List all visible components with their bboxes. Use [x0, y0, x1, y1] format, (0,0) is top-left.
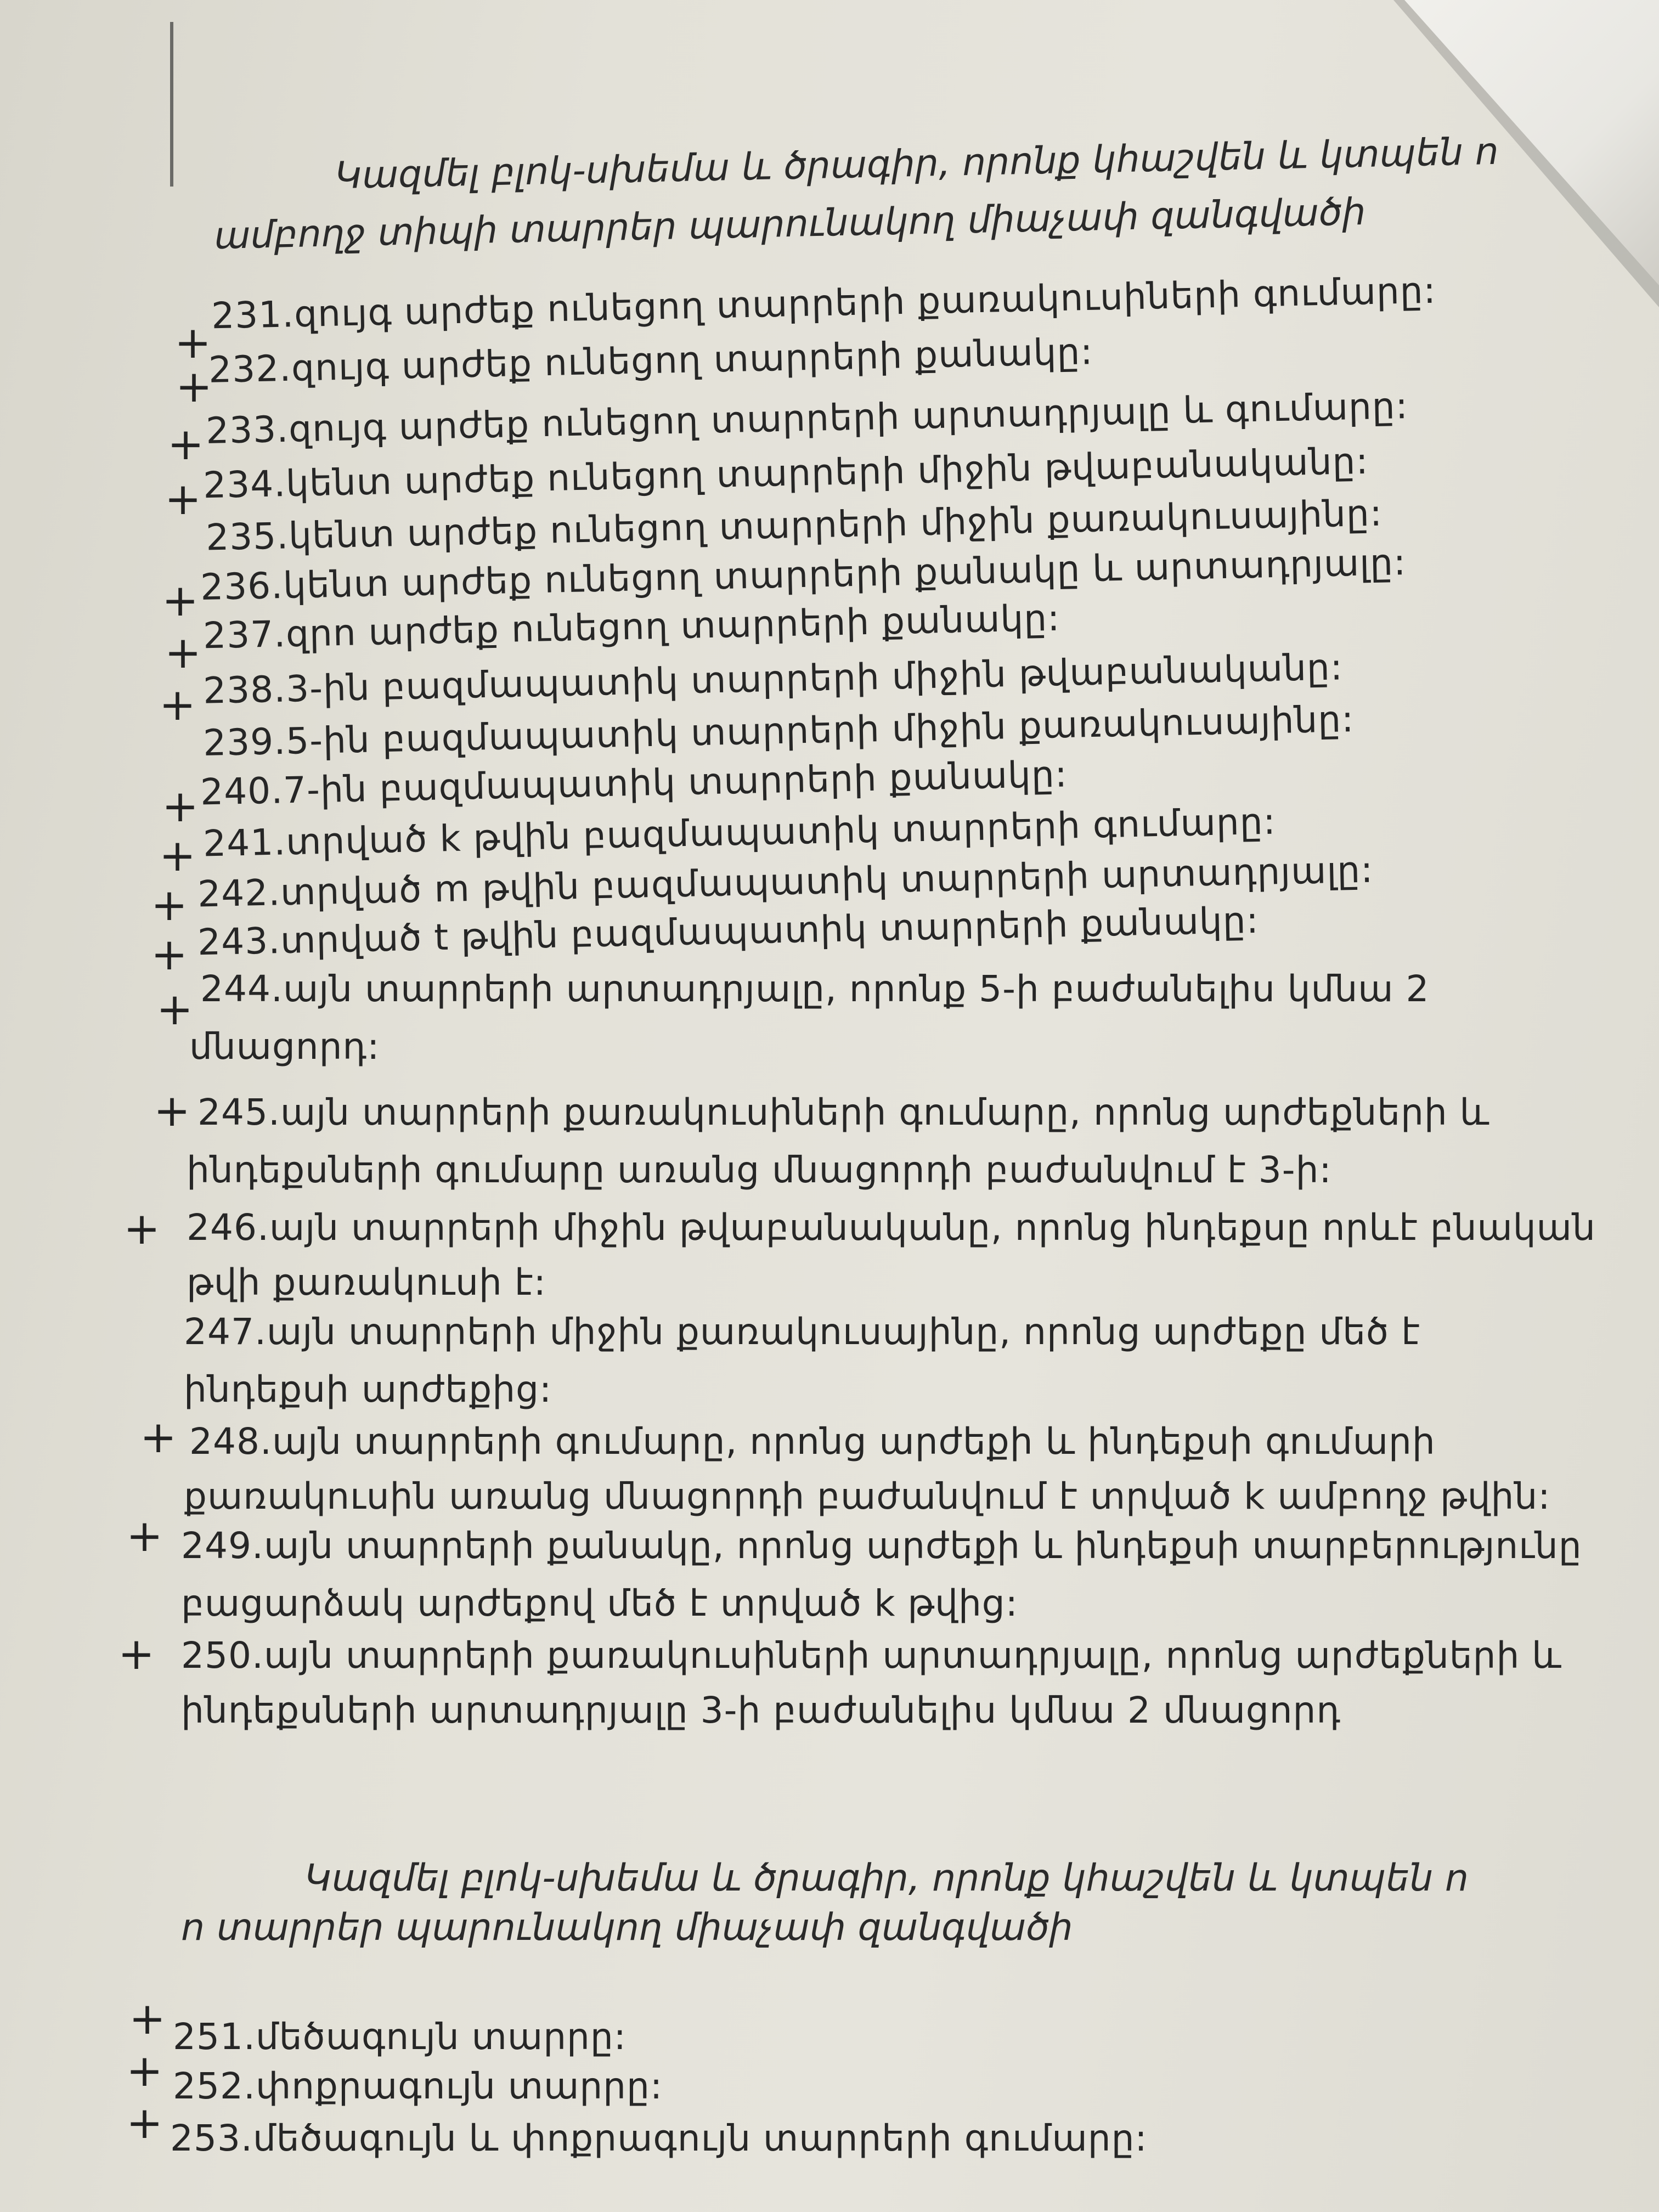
task-item-247-cont: ինդեքսի արժեքից: — [184, 1368, 552, 1410]
task-item-248-cont: քառակուսին առանց մնացորդի բաժանվում է տրված k ամբողջ թվին: — [184, 1475, 1551, 1517]
task-item-251: 251.մեծագույն տարրը: — [173, 2016, 627, 2058]
task-item-234: 234.կենտ արժեք ունեցող տարրերի միջին թվաբանականը: — [202, 439, 1369, 507]
task-item-253: 253.մեծագույն և փոքրագույն տարրերի գումարը: — [170, 2117, 1148, 2159]
check-plus-mark: + — [156, 984, 194, 1035]
task-item-232: 232.զույգ արժեք ունեցող տարրերի քանակը: — [208, 330, 1094, 391]
task-item-246: 246.այն տարրերի միջին թվաբանականը, որոնց ինդեքսը որևէ բնական — [187, 1206, 1596, 1249]
task-item-231: 231.զույգ արժեք ունեցող տարրերի քառակուսիների գումարը: — [211, 269, 1437, 337]
task-item-248: 248.այն տարրերի գումարը, որոնց արժեքի և ինդեքսի գումարի — [189, 1420, 1436, 1463]
task-item-242: 242.տրված m թվին բազմապատիկ տարրերի արտադրյալը: — [197, 848, 1374, 916]
section2-heading-line2: n տարրեր պարունակող միաչափ զանգվածի — [181, 1906, 1073, 1949]
check-plus-mark: + — [140, 1412, 177, 1463]
margin-pen-line — [170, 22, 173, 187]
task-item-246-cont: թվի քառակուսի է: — [187, 1261, 546, 1304]
check-plus-mark: + — [123, 1203, 161, 1254]
check-plus-mark: + — [118, 1628, 155, 1679]
task-item-233: 233.զույգ արժեք ունեցող տարրերի արտադրյալը և գումարը: — [205, 385, 1409, 452]
check-plus-mark: + — [159, 830, 196, 881]
check-plus-mark: + — [151, 879, 188, 930]
task-item-244-cont: մնացորդ: — [189, 1025, 380, 1068]
section1-heading-line1: Կազմել բլոկ-սխեմա և ծրագիր, որոնք կհաշվեն և կտպեն n — [334, 129, 1499, 198]
task-item-236: 236.կենտ արժեք ունեցող տարրերի քանակը և արտադրյալը: — [200, 540, 1407, 609]
check-plus-mark: + — [129, 1993, 166, 2044]
task-item-244: 244.այն տարրերի արտադրյալը, որոնք 5-ի բաժանելիս կմնա 2 — [200, 968, 1430, 1010]
task-item-252: 252.փոքրագույն տարրը: — [173, 2065, 663, 2107]
task-item-243: 243.տրված t թվին բազմապատիկ տարրերի քանակը: — [197, 899, 1260, 964]
section2-heading-line1: Կազմել բլոկ-սխեմա և ծրագիր, որոնք կհաշվեն և կտպեն n — [304, 1857, 1469, 1900]
check-plus-mark: + — [174, 317, 212, 368]
check-plus-mark: + — [165, 473, 202, 524]
task-item-241: 241.տրված k թվին բազմապատիկ տարրերի գումարը: — [202, 800, 1277, 865]
check-plus-mark: + — [165, 627, 202, 678]
check-plus-mark: + — [126, 1510, 163, 1561]
check-plus-mark: + — [162, 575, 199, 626]
task-item-250: 250.այն տարրերի քառակուսիների արտադրյալը, որոնց արժեքների և — [181, 1634, 1562, 1677]
task-item-249-cont: բացարձակ արժեքով մեծ է տրված k թվից: — [181, 1582, 1018, 1624]
task-item-235: 235.կենտ արժեք ունեցող տարրերի միջին քառակուսայինը: — [205, 492, 1383, 559]
section1-heading-line2: ամբողջ տիպի տարրեր պարունակող միաչափ զանգվածի — [213, 190, 1367, 258]
task-item-240: 240.7-ին բազմապատիկ տարրերի քանակը: — [200, 753, 1068, 814]
task-item-245-cont: ինդեքսների գումարը առանց մնացորդի բաժանվում է 3-ի: — [187, 1149, 1332, 1191]
check-plus-mark: + — [162, 781, 199, 832]
check-plus-mark: + — [167, 419, 205, 470]
task-item-247: 247.այն տարրերի միջին քառակուսայինը, որոնց արժեքը մեծ է — [184, 1311, 1421, 1353]
task-item-238: 238.3-ին բազմապատիկ տարրերի միջին թվաբանականը: — [202, 646, 1344, 712]
check-plus-mark: + — [151, 929, 188, 980]
check-plus-mark: + — [176, 361, 213, 412]
check-plus-mark: + — [159, 679, 196, 730]
task-item-245: 245.այն տարրերի քառակուսիների գումարը, որոնց արժեքների և — [198, 1091, 1490, 1133]
check-plus-mark: + — [154, 1085, 191, 1136]
check-plus-mark: + — [126, 2097, 163, 2148]
task-item-239: 239.5-ին բազմապատիկ տարրերի միջին քառակուսայինը: — [202, 698, 1355, 764]
task-item-249: 249.այն տարրերի քանակը, որոնց արժեքի և ինդեքսի տարբերությունը — [181, 1525, 1582, 1567]
task-item-250-cont: ինդեքսների արտադրյալը 3-ի բաժանելիս կմնա 2 մնացորդ — [181, 1689, 1341, 1731]
check-plus-mark: + — [126, 2045, 163, 2096]
task-item-237: 237.զրո արժեք ունեցող տարրերի քանակը: — [202, 596, 1061, 657]
